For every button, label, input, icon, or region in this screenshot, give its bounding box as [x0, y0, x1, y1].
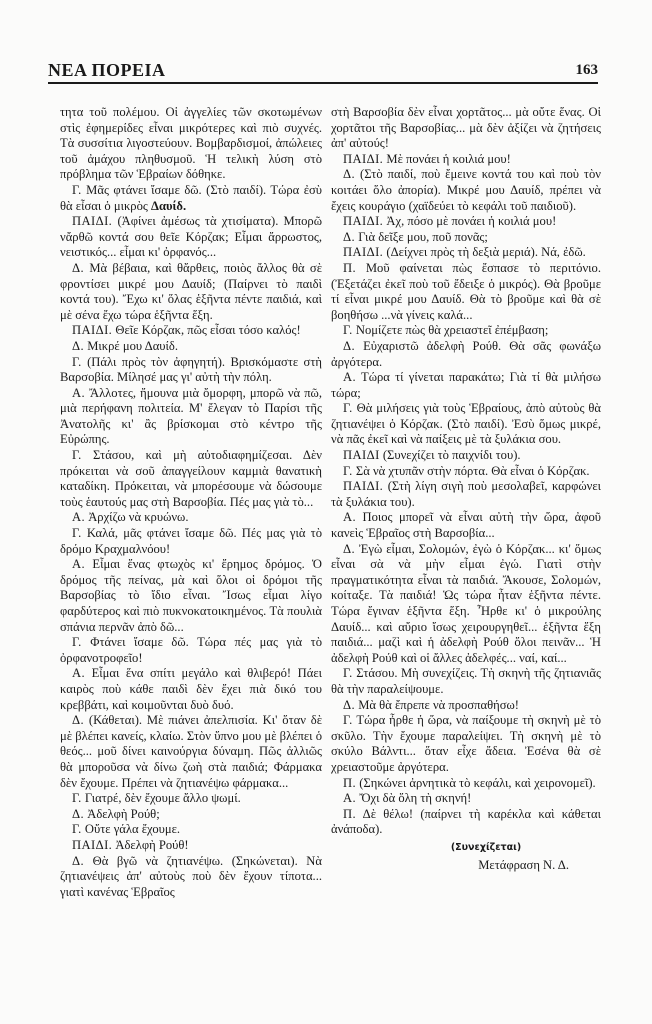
- speaker-label: Γ.: [343, 323, 353, 338]
- dialogue-text: Στάσου. Μὴ συνεχίζεις. Τὴ σκηνὴ τῆς ζητιανιᾶς θὰ τὴν παραλείψουμε.: [331, 666, 601, 696]
- speaker-label: Δ.: [72, 338, 85, 353]
- dialogue-paragraph: [331, 510, 601, 541]
- dialogue-paragraph: [60, 822, 322, 838]
- dialogue-paragraph: [331, 464, 601, 480]
- dialogue-paragraph: [60, 105, 322, 183]
- dialogue-text: Στάσου, καὶ μὴ αὐτοδιαφημίζεσαι. Δὲν πρόκειται νὰ σοῦ ἀπαγγείλουν καμμιὰ θανατικὴ καταδίκη. Πρόκειται, νὰ μπορέσουμε νὰ δώσουμε τοὺς ἑαυτούς μας στὴ Βαρσοβία. Πές μας γιὰ τὸ...: [60, 448, 322, 509]
- speaker-label: Π.: [343, 775, 357, 790]
- dialogue-paragraph: [331, 152, 601, 168]
- dialogue-text: Γιατρέ, δὲν ἔχουμε ἄλλο ψωμί.: [84, 791, 241, 806]
- dialogue-text: (Κάθεται). Μὲ πιάνει ἀπελπισία. Κι' ὅταν δὲ μὲ βλέπει κανείς, κλαίω. Στὸν ὕπνο μου μὲ βλέπει ὁ θεός... μοῦ δίνει καινούργια δύναμη. Πῶς ἀλλιῶς θὰ μποροῦσα νὰ δίνω ζωὴ στὰ παιδιά; Φάρμακα δὲν ἔχουμε. Πρέπει νὰ ζητιανέψω φάρμακα...: [60, 713, 322, 790]
- dialogue-text: (Σηκώνει ἀρνητικὰ τὸ κεφάλι, καὶ χειρονομεῖ).: [359, 775, 596, 790]
- speaker-label: ΠΑΙΔΙ.: [72, 837, 113, 852]
- speaker-label: Α.: [72, 510, 86, 525]
- dialogue-paragraph: [331, 776, 601, 792]
- dialogue-paragraph: [331, 713, 601, 775]
- dialogue-text: Θεῖε Κόρζακ, πῶς εἶσαι τόσο καλός!: [115, 323, 301, 338]
- speaker-label: Γ.: [343, 713, 353, 728]
- speaker-label: Γ.: [343, 401, 353, 416]
- dialogue-paragraph: [60, 183, 322, 214]
- speaker-label: Γ.: [72, 635, 82, 650]
- dialogue-text: Μικρέ μου Δαυίδ.: [87, 338, 179, 353]
- speaker-label: Γ.: [72, 526, 82, 541]
- speaker-label: Δ.: [343, 167, 356, 182]
- dialogue-text: Δὲ θέλω! (παίρνει τὴ καρέκλα καὶ κάθεται ἀνάποδα).: [331, 806, 601, 837]
- speaker-label: Γ.: [72, 354, 82, 369]
- dialogue-paragraph: [331, 542, 601, 667]
- speaker-label: Δ.: [72, 260, 85, 275]
- dialogue-paragraph: [331, 261, 601, 323]
- left-column: [60, 105, 322, 900]
- dialogue-paragraph: [60, 526, 322, 557]
- dialogue-paragraph: [331, 323, 601, 339]
- right-column-dialogue: [331, 105, 601, 838]
- speaker-label: Δ.: [343, 541, 356, 556]
- dialogue-text: Εἶμαι ἕνα σπίτι μεγάλο καὶ θλιβερό! Πάει καιρὸς ποὺ κάθε παιδὶ δὲν ἔχει πιὰ δικό του κρεββάτι, καὶ κοιμοῦνται δυὸ δυό.: [60, 666, 322, 712]
- speaker-label: ΠΑΙΔΙ.: [343, 479, 384, 494]
- dialogue-text: Μὰ θὰ ἔπρεπε νὰ προσπαθήσω!: [358, 697, 519, 712]
- dialogue-text: Γιὰ δεῖξε μου, ποῦ πονᾶς;: [358, 229, 488, 244]
- dialogue-paragraph: [60, 635, 322, 666]
- dialogue-text: Σὰ νὰ χτυπᾶν στὴν πόρτα. Θὰ εἶναι ὁ Κόρζακ.: [355, 463, 590, 478]
- dialogue-paragraph: [60, 838, 322, 854]
- speaker-label: Α.: [343, 370, 357, 385]
- dialogue-text: Καλά, μᾶς φτάνει ἴσαμε δῶ. Πές μας γιὰ τὸ δρόμο Κραχμαλνόου!: [60, 526, 322, 556]
- dialogue-text: Θὰ βγῶ νὰ ζητιανέψω. (Σηκώνεται). Νὰ ζητιανέψεις ἀπ' αὐτοὺς ποὺ δὲν ἔχουν τίποτα... γιατὶ κανένας Ἑβραῖος: [60, 853, 322, 899]
- speaker-label: Π.: [343, 806, 357, 821]
- speaker-label: Γ.: [343, 463, 353, 478]
- right-column: [331, 105, 601, 873]
- dialogue-text: Τώρα τί γίνεται παρακάτω; Γιὰ τί θὰ μιλήσω τώρα;: [331, 370, 602, 400]
- dialogue-paragraph: [60, 386, 322, 448]
- dialogue-paragraph: [331, 479, 601, 510]
- speaker-label: ΠΑΙΔΙ: [343, 448, 380, 463]
- dialogue-text: Εὐχαριστῶ ἀδελφὴ Ρούθ. Θὰ σᾶς φωνάξω ἀργότερα.: [331, 338, 601, 369]
- speaker-label: Γ.: [343, 666, 353, 681]
- dialogue-paragraph: [331, 807, 601, 838]
- dialogue-text: Ποιος μπορεῖ νὰ εἶναι αὐτὴ τὴν ὥρα, ἀφοῦ κανεὶς Ἑβραῖος στὴ Βαρσοβία...: [331, 510, 601, 541]
- dialogue-text: στὴ Βαρσοβία δὲν εἶναι χορτᾶτος... μὰ οὔτε ἕνας. Οἱ χορτᾶτοι τῆς Βαρσοβίας... μὰ δὲν ἀξίζει νὰ ζητήσεις ἀπ' αὐτούς!: [331, 105, 601, 151]
- dialogue-text: Ἀχ, πόσο μὲ πονάει ἡ κοιλιά μου!: [386, 214, 557, 229]
- dialogue-text: (Ἀφίνει ἀμέσως τὰ χτισίματα). Μπορῶ νἄρθῶ κοντά σου θεῖε Κόρζακ; Εἶμαι ἄρρωστος, νειστικός... εἶμαι κι' ὀρφανός...: [60, 214, 322, 260]
- speaker-label: Γ.: [72, 448, 82, 463]
- dialogue-text: Ὄχι δὰ ὅλη τὴ σκηνή!: [359, 791, 472, 806]
- dialogue-text: Ἀδελφὴ Ρούθ;: [87, 806, 160, 821]
- dialogue-paragraph: [60, 261, 322, 323]
- dialogue-paragraph: [60, 791, 322, 807]
- speaker-label: ΠΑΙΔΙ.: [72, 214, 113, 229]
- speaker-label: Δ.: [72, 806, 85, 821]
- dialogue-paragraph: [60, 854, 322, 901]
- dialogue-paragraph: [331, 698, 601, 714]
- dialogue-text: (Στὴ λίγη σιγὴ ποὺ μεσολαβεῖ, καρφώνει τὰ ξυλάκια του).: [331, 479, 601, 509]
- dialogue-paragraph: [331, 448, 601, 464]
- dialogue-paragraph: [331, 167, 601, 214]
- dialogue-text: Φτάνει ἴσαμε δῶ. Τώρα πές μας γιὰ τὸ ὀρφανοτροφεῖο!: [60, 635, 322, 665]
- dialogue-paragraph: [60, 323, 322, 339]
- dialogue-paragraph: [60, 355, 322, 386]
- dialogue-text: (Στὸ παιδί, ποὺ ἔμεινε κοντά του καὶ ποὺ τὸν κοιτάει ὅλο ἀπορία). Μικρέ μου Δαυίδ, πρέπει νὰ ἔχεις κουράγιο (χαϊδεύει τὸ κεφάλι τοῦ παιδιοῦ).: [331, 167, 601, 213]
- page-number: 163: [575, 62, 598, 78]
- dialogue-paragraph: [60, 339, 322, 355]
- dialogue-text: Μᾶς φτάνει ἴσαμε δῶ. (Στὸ παιδί). Τώρα ἐσὺ θὰ εἶσαι ὁ μικρὸς: [60, 182, 323, 213]
- speaker-label: Α.: [343, 791, 357, 806]
- speaker-label: ΠΑΙΔΙ.: [343, 151, 384, 166]
- dialogue-paragraph: [331, 230, 601, 246]
- dialogue-paragraph: [331, 339, 601, 370]
- speaker-label: Δ.: [343, 697, 356, 712]
- speaker-label: Α.: [72, 385, 86, 400]
- translator-credit: Μετάφραση Ν. Δ.: [478, 857, 569, 872]
- dialogue-text: Μοῦ φαίνεται πὼς ἔσπασε τὸ περιτόνιο. (Ἐξετάζει ἐκεῖ ποὺ τοῦ ἔδειξε ὁ μικρός). Θὰ βροῦμε τί εἶναι μικρέ μου Δαυίδ. Θὰ τὸ βροῦμε καὶ θὰ σὲ βοηθήσω ...νὰ γίνεις καλά...: [331, 260, 601, 322]
- dialogue-paragraph: [331, 401, 601, 448]
- speaker-label: ΠΑΙΔΙ.: [343, 214, 384, 229]
- dialogue-paragraph: [331, 105, 601, 152]
- dialogue-text: Ἐγὼ εἶμαι, Σολομών, ἐγὼ ὁ Κόρζακ... κι' ὅμως εἶναι σὰ νὰ μὴν εἶμαι ἐγώ. Γιατὶ στὴν πραγματικότητα εἶναι τὰ παιδιά. Ἄκουσε, Σολομών, κοίταξε. Τὰ παιδιά! Ὡς τώρα ἦταν ἑξῆντα πέντε. Τώρα ἔγιναν ἑξῆντα ἕξη. Ἦρθε κι' ὁ μικρούλης Δαυίδ... καὶ αὔριο ἴσως χειρουργηθεῖ... ἑξῆντα ἕξη παιδιά... μαζὶ καὶ ἡ ἀδελφὴ Ρούθ ὅλοι πεινᾶν... Ἡ ἀδελφὴ Ρούθ καὶ οἱ ἄλλες ἀδελφές... ναί, καί...: [331, 541, 601, 665]
- speaker-label: Α.: [72, 557, 86, 572]
- continued-note: (Συνεχίζεται): [450, 841, 522, 853]
- dialogue-text: Εἶμαι ἕνας φτωχὸς κι' ἔρημος δρόμος. Ὁ δρόμος τῆς πείνας, μὰ καὶ ὅλοι οἱ δρόμοι τῆς Βαρσοβίας τὸ ἴδιο εἶναι. Ἴσως εἶμαι λίγο φαρδύτερος καὶ πιὸ πυκνοκατοικημένος. Τὰ πουλιὰ σπάνια περνᾶν ἀπὸ δῶ...: [60, 557, 322, 634]
- dialogue-paragraph: [331, 666, 601, 697]
- speaker-label: Δ.: [72, 713, 85, 728]
- speaker-label: Π.: [343, 260, 357, 275]
- dialogue-text: (Πάλι πρὸς τὸν ἀφηγητή). Βρισκόμαστε στὴ Βαρσοβία. Μίλησέ μας γι' αὐτὴ τὴν πόλη.: [60, 354, 322, 385]
- speaker-label: Γ.: [72, 822, 82, 837]
- dialogue-text: τητα τοῦ πολέμου. Οἱ ἀγγελίες τῶν σκοτωμένων στὶς ἐφημερίδες εἶναι μικρότερες καὶ πιὸ συχνές. Τὰ συσσίτια λιγοστεύουν. Βομβαρδισμοί, ἀπώλειες τοῦ ἀμάχου πληθυσμοῦ. Ἡ τελικὴ λύση στὸ πρόβλημα τῶν Ἑβραίων δόθηκε.: [60, 105, 322, 182]
- dialogue-paragraph: [60, 557, 322, 635]
- dialogue-paragraph: [60, 666, 322, 713]
- dialogue-paragraph: [60, 214, 322, 261]
- speaker-label: Α.: [343, 510, 357, 525]
- speaker-label: Δ.: [72, 853, 85, 868]
- speaker-label: ΠΑΙΔΙ.: [72, 323, 113, 338]
- dialogue-text: Μὰ βέβαια, καὶ θἄρθεις, ποιὸς ἄλλος θὰ σὲ φροντίσει μικρέ μου Δαυίδ; (Παίρνει τὸ παιδὶ κοντά του). Ἔχω κι' ὅλας ἑξῆντα πέντε παιδιά, καὶ μὲ σένα ἔχω τώρα ἑξῆντα ἕξη.: [60, 260, 322, 322]
- dialogue-paragraph: [60, 807, 322, 823]
- dialogue-paragraph: [331, 791, 601, 807]
- dialogue-text: Τώρα ἦρθε ἡ ὥρα, νὰ παίξουμε τὴ σκηνὴ μὲ τὸ σκῦλο. Τὴν ἔχουμε παραλείψει. Τὴ σκηνὴ μὲ τὸ σκύλο Βάλντι... ὅταν εἶχε ἄδεια. Ἐσένα θὰ σὲ χρειαστοῦμε ἀργότερα.: [331, 713, 601, 774]
- dialogue-paragraph: [331, 370, 601, 401]
- emphasized-name: Δαυίδ.: [151, 198, 187, 213]
- running-head: [48, 60, 598, 84]
- speaker-label: Γ.: [72, 791, 82, 806]
- dialogue-text: Ἀδελφὴ Ρούθ!: [115, 837, 189, 852]
- dialogue-text: (Δείχνει πρὸς τὴ δεξιὰ μεριά). Νά, ἐδῶ.: [386, 245, 586, 260]
- journal-title: ΝΕΑ ΠΟΡΕΙΑ: [48, 60, 166, 80]
- dialogue-text: Θὰ μιλήσεις γιὰ τοὺς Ἑβραίους, ἀπὸ αὐτοὺς θὰ ζητιανέψει ὁ Κόρζακ. (Στὸ παιδί). Ἐσὺ ὅμως μικρέ, νὰ πᾶς ἐκεῖ καὶ νὰ παίξεις μὲ τὰ ξυλάκια σου.: [331, 401, 601, 447]
- dialogue-text: Ἀρχίζω νὰ κρυώνω.: [88, 510, 189, 525]
- dialogue-text: Ἄλλοτες, ἤμουνα μιὰ ὄμορφη, μπορῶ νὰ πῶ, μιὰ περήφανη πολιτεία. Μ' ἔλεγαν τὸ Παρίσι τῆς Ἀνατολῆς κι' ἂς βρίσκομαι στὸ κέντρο τῆς Εὐρώπης.: [60, 385, 322, 447]
- dialogue-paragraph: [60, 448, 322, 510]
- speaker-label: Γ.: [72, 182, 82, 197]
- dialogue-text: Μὲ πονάει ἡ κοιλιά μου!: [386, 151, 511, 166]
- dialogue-text: Οὔτε γάλα ἔχουμε.: [84, 822, 181, 837]
- dialogue-paragraph: [331, 245, 601, 261]
- dialogue-text: Νομίζετε πὼς θὰ χρειαστεῖ ἐπέμβαση;: [355, 323, 549, 338]
- speaker-label: Δ.: [343, 338, 356, 353]
- speaker-label: Α.: [72, 666, 86, 681]
- dialogue-paragraph: [331, 214, 601, 230]
- speaker-label: ΠΑΙΔΙ.: [343, 245, 384, 260]
- dialogue-text: (Συνεχίζει τὸ παιχνίδι του).: [382, 448, 521, 463]
- dialogue-paragraph: [60, 510, 322, 526]
- dialogue-paragraph: [60, 713, 322, 791]
- speaker-label: Δ.: [343, 229, 356, 244]
